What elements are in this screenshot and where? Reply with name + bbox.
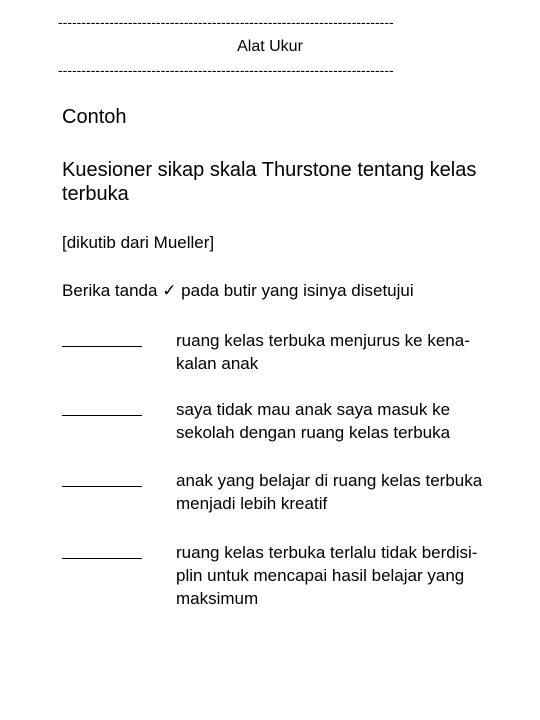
item-statement: ruang kelas terbuka menjurus ke kena- kalan anak <box>176 331 470 373</box>
answer-blank[interactable] <box>62 486 142 487</box>
item-statement: anak yang belajar di ruang kelas terbuka menjadi lebih kreatif <box>176 471 483 513</box>
answer-blank[interactable] <box>62 346 142 347</box>
item-statement: ruang kelas terbuka terlalu tidak berdisi- plin untuk mencapai hasil belajar yang maksimum <box>176 543 478 608</box>
instruction-before: Berika tanda <box>62 281 163 300</box>
answer-blank[interactable] <box>62 558 142 559</box>
source-note: [dikutib dari Mueller] <box>62 233 215 252</box>
item-statement: saya tidak mau anak saya masuk ke sekolah dengan ruang kelas terbuka <box>176 400 451 442</box>
checkmark-icon: ✓ <box>162 281 177 301</box>
bottom-divider: ------------------------------------------------------------------------ <box>58 62 394 78</box>
questionnaire-title: Kuesioner sikap skala Thurstone tentang kelas terbuka <box>62 159 477 205</box>
instruction <box>62 281 414 301</box>
top-divider: ------------------------------------------------------------------------ <box>58 14 394 30</box>
example-label: Contoh <box>62 106 127 128</box>
instruction-after: pada butir yang isinya disetujui <box>176 281 414 300</box>
answer-blank[interactable] <box>62 415 142 416</box>
header-title: Alat Ukur <box>237 38 303 55</box>
